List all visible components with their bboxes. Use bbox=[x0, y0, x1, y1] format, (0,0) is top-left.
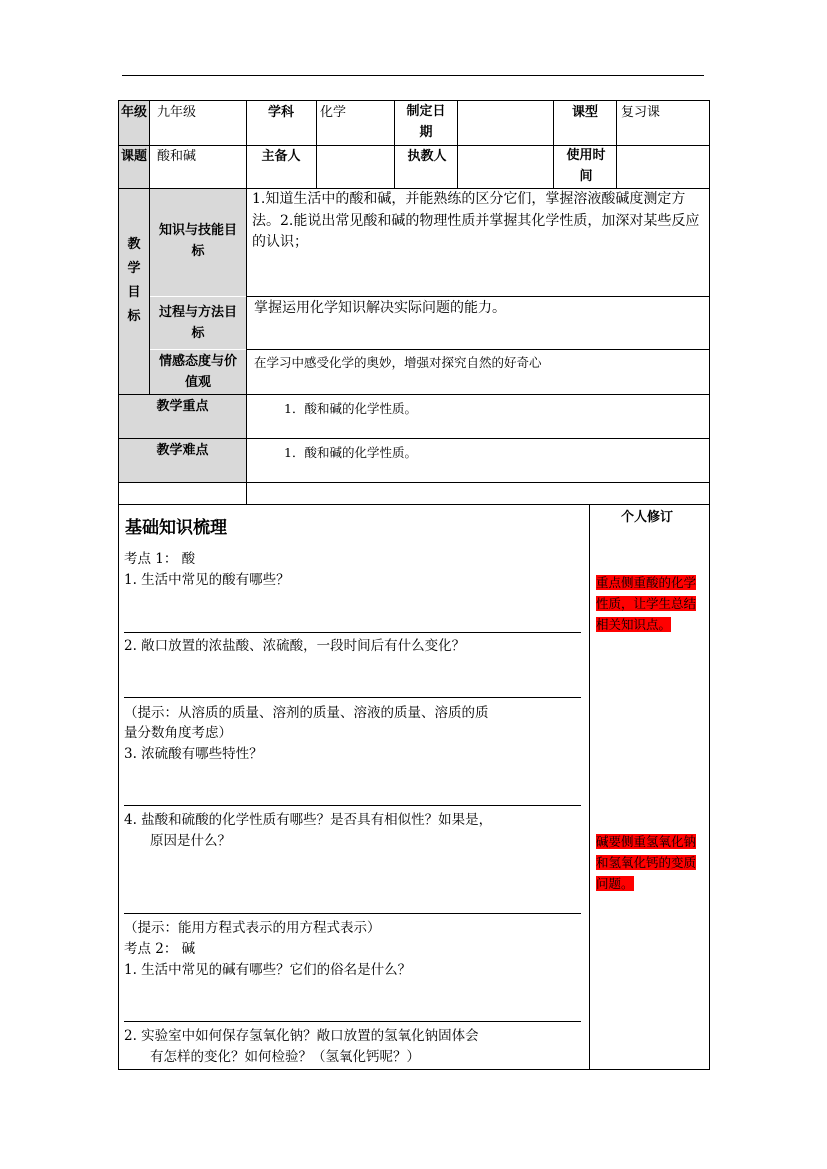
topic-value: 酸和碱 bbox=[157, 149, 197, 164]
subject-label: 学科 bbox=[267, 105, 294, 120]
answer-line[interactable] bbox=[124, 1021, 581, 1022]
question-5: 1. 生活中常见的碱有哪些？它们的俗名是什么？ bbox=[124, 962, 412, 978]
question-3: 3. 浓硫酸有哪些特性？ bbox=[124, 746, 263, 762]
objectives-cell bbox=[119, 189, 149, 394]
grade-value: 九年级 bbox=[157, 105, 197, 120]
revision-note-1: 重点侧重酸的化学性质，让学生总结相关知识点。 bbox=[596, 575, 697, 632]
question-2: 2. 敞口放置的浓盐酸、浓硫酸，一段时间后有什么变化？ bbox=[124, 638, 466, 654]
answer-line[interactable] bbox=[124, 632, 581, 633]
type-value: 复习课 bbox=[621, 105, 661, 120]
hint-1-line-2: 量分数角度考虑） bbox=[124, 725, 232, 741]
point-1-heading: 考点 1： 酸 bbox=[124, 551, 196, 567]
teacher-label: 执教人 bbox=[407, 149, 447, 164]
preparer-label: 主备人 bbox=[261, 149, 301, 164]
question-6-line-1: 2. 实验室中如何保存氢氧化钠？敞口放置的氢氧化钠固体会 bbox=[124, 1028, 479, 1044]
key-point-text: 1．酸和碱的化学性质。 bbox=[284, 401, 417, 416]
question-1: 1. 生活中常见的酸有哪些？ bbox=[124, 572, 290, 588]
question-4-line-2: 原因是什么？ bbox=[150, 833, 231, 849]
header-rule bbox=[122, 75, 704, 76]
answer-line[interactable] bbox=[124, 805, 581, 806]
answer-line[interactable] bbox=[124, 697, 581, 698]
objectives-label: 教学目标 bbox=[127, 237, 141, 324]
process-label: 过程与方法目标 bbox=[150, 297, 246, 349]
section-title: 基础知识梳理 bbox=[125, 518, 227, 538]
date-label: 制定日期 bbox=[406, 104, 446, 140]
revision-note-2: 碱要侧重氢氧化钠和氢氧化钙的变质问题。 bbox=[596, 834, 697, 891]
time-label: 使用时间 bbox=[566, 148, 606, 184]
key-point-label: 教学重点 bbox=[119, 395, 246, 438]
knowledge-text: 1.知道生活中的酸和碱，并能熟练的区分它们，掌握溶液酸碱度测定方法。2.能说出常见酸和碱的物理性质并掌握其化学性质，加深对某些反应的认识； bbox=[252, 191, 700, 250]
process-text: 掌握运用化学知识解决实际问题的能力。 bbox=[254, 300, 506, 316]
type-label: 课型 bbox=[571, 105, 598, 120]
point-2-heading: 考点 2： 碱 bbox=[124, 941, 196, 957]
difficulty-label: 教学难点 bbox=[119, 439, 246, 482]
emotion-text: 在学习中感受化学的奥妙，增强对探究自然的好奇心 bbox=[254, 355, 542, 370]
hint-2: （提示：能用方程式表示的用方程式表示） bbox=[124, 920, 381, 936]
revision-header: 个人修订 bbox=[621, 510, 674, 525]
topic-label: 课题 bbox=[119, 146, 149, 188]
emotion-label: 情感态度与价值观 bbox=[150, 350, 246, 394]
question-6-line-2: 有怎样的变化？如何检验？（氢氧化钙呢？） bbox=[150, 1049, 420, 1065]
subject-value: 化学 bbox=[320, 105, 347, 120]
hint-1-line-1: （提示：从溶质的质量、溶剂的质量、溶液的质量、溶质的质 bbox=[124, 705, 489, 721]
answer-line[interactable] bbox=[124, 913, 581, 914]
difficulty-text: 1．酸和碱的化学性质。 bbox=[284, 445, 417, 460]
knowledge-label: 知识与技能目标 bbox=[150, 189, 246, 296]
question-4-line-1: 4. 盐酸和硫酸的化学性质有哪些？是否具有相似性？如果是， bbox=[124, 812, 493, 828]
grade-label: 年级 bbox=[119, 101, 149, 145]
